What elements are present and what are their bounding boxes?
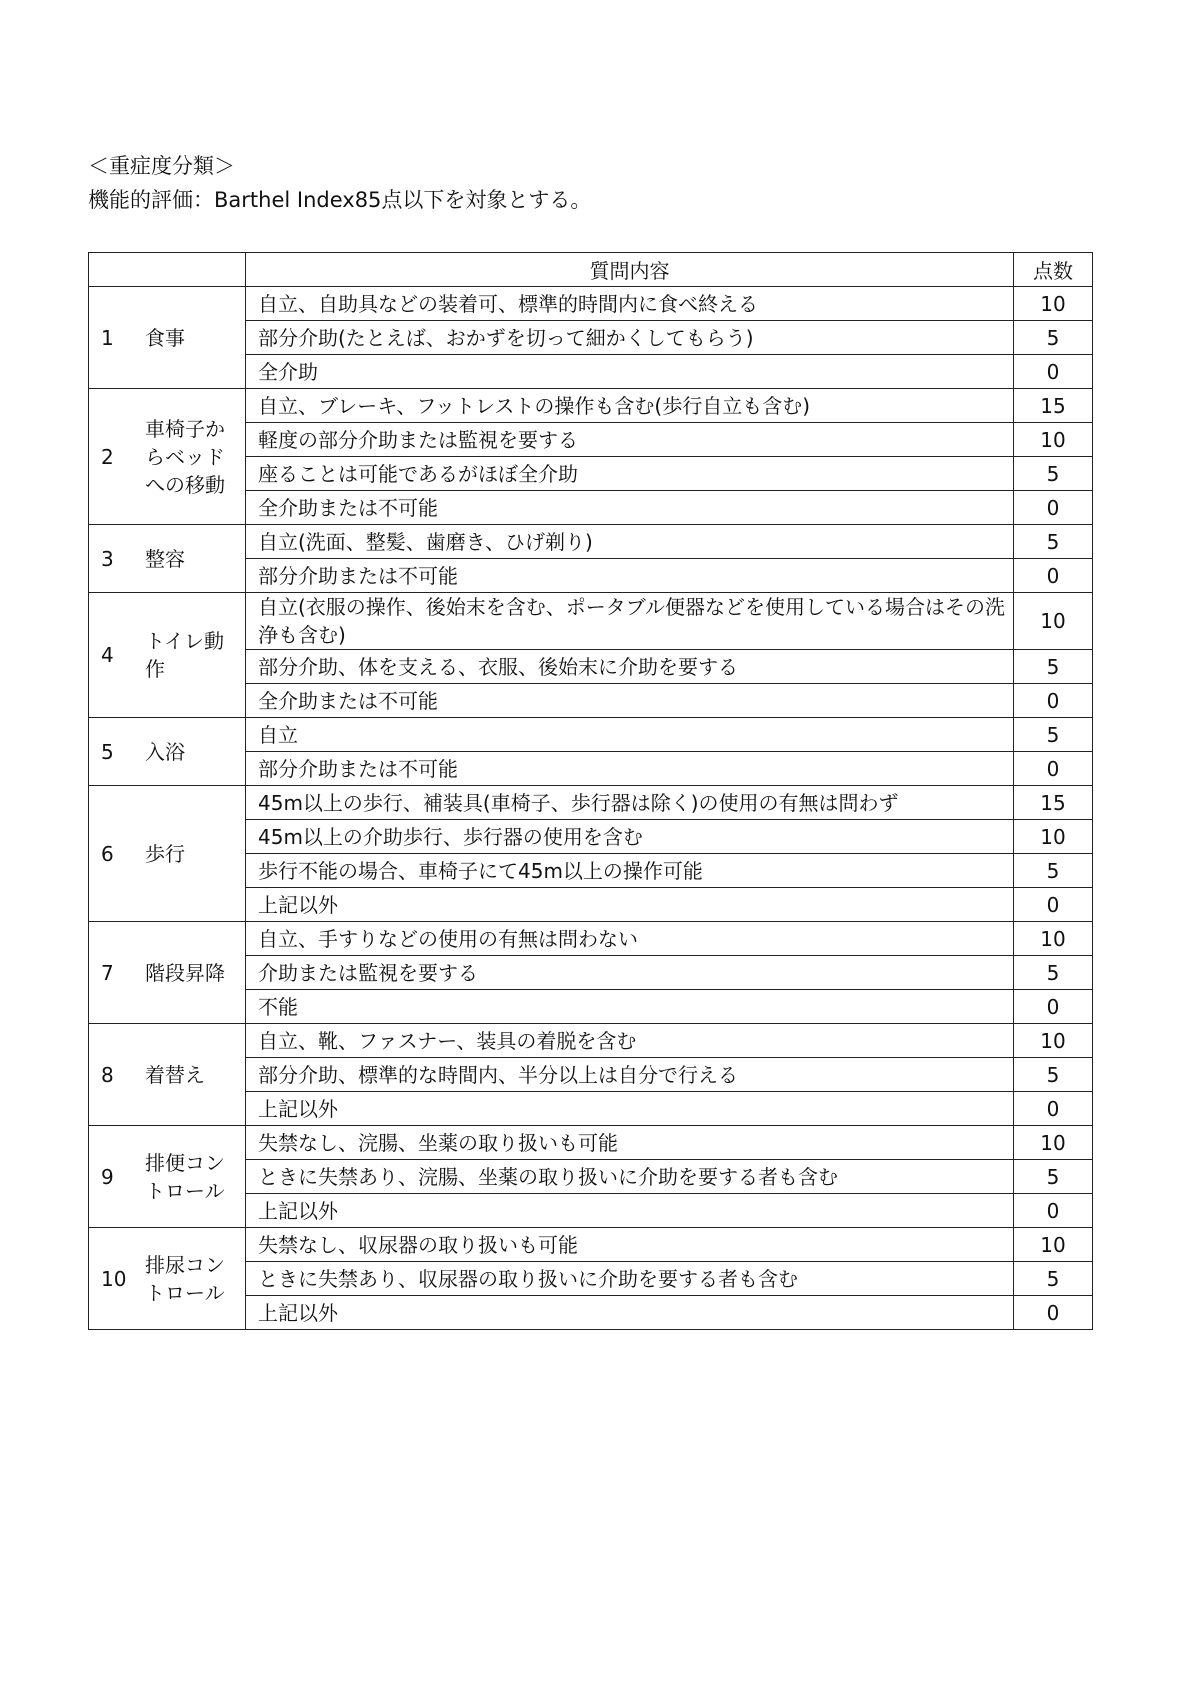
question-content: 部分介助または不可能 — [246, 752, 1014, 786]
table-row — [89, 525, 1093, 559]
score: 0 — [1014, 491, 1093, 525]
score: 5 — [1014, 1262, 1093, 1296]
score: 15 — [1014, 786, 1093, 820]
question-content: ときに失禁あり、浣腸、坐薬の取り扱いに介助を要する者も含む — [246, 1160, 1014, 1194]
question-content: 失禁なし、収尿器の取り扱いも可能 — [246, 1228, 1014, 1262]
question-content: 部分介助または不可能 — [246, 559, 1014, 593]
item-cell — [89, 786, 246, 922]
header-content: 質問内容 — [246, 253, 1014, 287]
item-name: 排便コントロール — [145, 1150, 225, 1203]
question-content: 上記以外 — [246, 888, 1014, 922]
barthel-index-table — [88, 252, 1093, 1330]
score: 10 — [1014, 1024, 1093, 1058]
question-content: 全介助 — [246, 355, 1014, 389]
item-name: 入浴 — [145, 739, 185, 764]
score: 10 — [1014, 287, 1093, 321]
question-content: 全介助または不可能 — [246, 491, 1014, 525]
score: 0 — [1014, 684, 1093, 718]
item-name: 排尿コントロール — [145, 1252, 225, 1305]
item-name: 着替え — [145, 1062, 205, 1087]
question-content: 部分介助、標準的な時間内、半分以上は自分で行える — [246, 1058, 1014, 1092]
question-content: 部分介助、体を支える、衣服、後始末に介助を要する — [246, 650, 1014, 684]
page-subtitle: 機能的評価：Barthel Index85点以下を対象とする。 — [88, 188, 592, 212]
score: 5 — [1014, 1058, 1093, 1092]
question-content: 失禁なし、浣腸、坐薬の取り扱いも可能 — [246, 1126, 1014, 1160]
score: 0 — [1014, 888, 1093, 922]
question-content: 軽度の部分介助または監視を要する — [246, 423, 1014, 457]
item-number: 3 — [101, 546, 114, 571]
header-score: 点数 — [1014, 253, 1093, 287]
header-item — [89, 253, 246, 287]
question-content: 全介助または不可能 — [246, 684, 1014, 718]
item-cell — [89, 287, 246, 389]
question-content: 自立(衣服の操作、後始末を含む、ポータブル便器などを使用している場合はその洗浄も含む) — [246, 593, 1014, 650]
question-content: 上記以外 — [246, 1194, 1014, 1228]
score: 5 — [1014, 650, 1093, 684]
score: 0 — [1014, 1296, 1093, 1330]
question-content: 自立、ブレーキ、フットレストの操作も含む(歩行自立も含む) — [246, 389, 1014, 423]
question-content: 座ることは可能であるがほぼ全介助 — [246, 457, 1014, 491]
question-content: 45m以上の介助歩行、歩行器の使用を含む — [246, 820, 1014, 854]
item-name: トイレ動作 — [145, 629, 224, 681]
item-name: 整容 — [145, 546, 185, 571]
item-number: 7 — [101, 960, 114, 985]
table-row — [89, 593, 1093, 650]
question-content: ときに失禁あり、収尿器の取り扱いに介助を要する者も含む — [246, 1262, 1014, 1296]
question-content: 自立、靴、ファスナー、装具の着脱を含む — [246, 1024, 1014, 1058]
item-cell — [89, 525, 246, 593]
score: 5 — [1014, 1160, 1093, 1194]
score: 0 — [1014, 1092, 1093, 1126]
item-number: 1 — [101, 325, 114, 350]
item-name: 食事 — [145, 325, 185, 350]
score: 15 — [1014, 389, 1093, 423]
table-header-row — [89, 253, 1093, 287]
table-row — [89, 1126, 1093, 1160]
table-row — [89, 287, 1093, 321]
table-row — [89, 389, 1093, 423]
question-content: 自立、自助具などの装着可、標準的時間内に食べ終える — [246, 287, 1014, 321]
score: 0 — [1014, 752, 1093, 786]
question-content: 45m以上の歩行、補装具(車椅子、歩行器は除く)の使用の有無は問わず — [246, 786, 1014, 820]
table-row — [89, 786, 1093, 820]
question-content: 不能 — [246, 990, 1014, 1024]
item-name: 階段昇降 — [145, 960, 225, 985]
score: 10 — [1014, 1126, 1093, 1160]
score: 5 — [1014, 321, 1093, 355]
question-content: 自立(洗面、整髪、歯磨き、ひげ剃り) — [246, 525, 1014, 559]
table-row — [89, 1228, 1093, 1262]
score: 10 — [1014, 1228, 1093, 1262]
score: 5 — [1014, 457, 1093, 491]
score: 10 — [1014, 423, 1093, 457]
score: 10 — [1014, 593, 1093, 650]
table-row — [89, 718, 1093, 752]
question-content: 自立、手すりなどの使用の有無は問わない — [246, 922, 1014, 956]
score: 5 — [1014, 718, 1093, 752]
score: 10 — [1014, 820, 1093, 854]
item-number: 5 — [101, 739, 114, 764]
table-row — [89, 1024, 1093, 1058]
score: 0 — [1014, 1194, 1093, 1228]
table-row — [89, 922, 1093, 956]
score: 0 — [1014, 990, 1093, 1024]
table-body — [89, 287, 1093, 1330]
item-number: 10 — [101, 1266, 127, 1291]
question-content: 介助または監視を要する — [246, 956, 1014, 990]
question-content: 部分介助(たとえば、おかずを切って細かくしてもらう) — [246, 321, 1014, 355]
question-content: 自立 — [246, 718, 1014, 752]
score: 0 — [1014, 559, 1093, 593]
question-content: 歩行不能の場合、車椅子にて45m以上の操作可能 — [246, 854, 1014, 888]
item-number: 4 — [101, 643, 114, 667]
page-title: ＜重症度分類＞ — [88, 154, 235, 178]
item-number: 2 — [101, 444, 114, 469]
score: 0 — [1014, 355, 1093, 389]
item-cell — [89, 1126, 246, 1228]
item-name: 歩行 — [145, 841, 185, 866]
item-number: 9 — [101, 1164, 114, 1189]
item-cell — [89, 389, 246, 525]
item-name: 車椅子からベッドへの移動 — [145, 416, 225, 497]
item-cell — [89, 593, 246, 718]
score: 5 — [1014, 854, 1093, 888]
question-content: 上記以外 — [246, 1092, 1014, 1126]
item-number: 6 — [101, 841, 114, 866]
score: 5 — [1014, 525, 1093, 559]
item-cell — [89, 1228, 246, 1330]
score: 5 — [1014, 956, 1093, 990]
item-cell — [89, 718, 246, 786]
question-content: 上記以外 — [246, 1296, 1014, 1330]
item-number: 8 — [101, 1062, 114, 1087]
item-cell — [89, 1024, 246, 1126]
item-cell — [89, 922, 246, 1024]
score: 10 — [1014, 922, 1093, 956]
